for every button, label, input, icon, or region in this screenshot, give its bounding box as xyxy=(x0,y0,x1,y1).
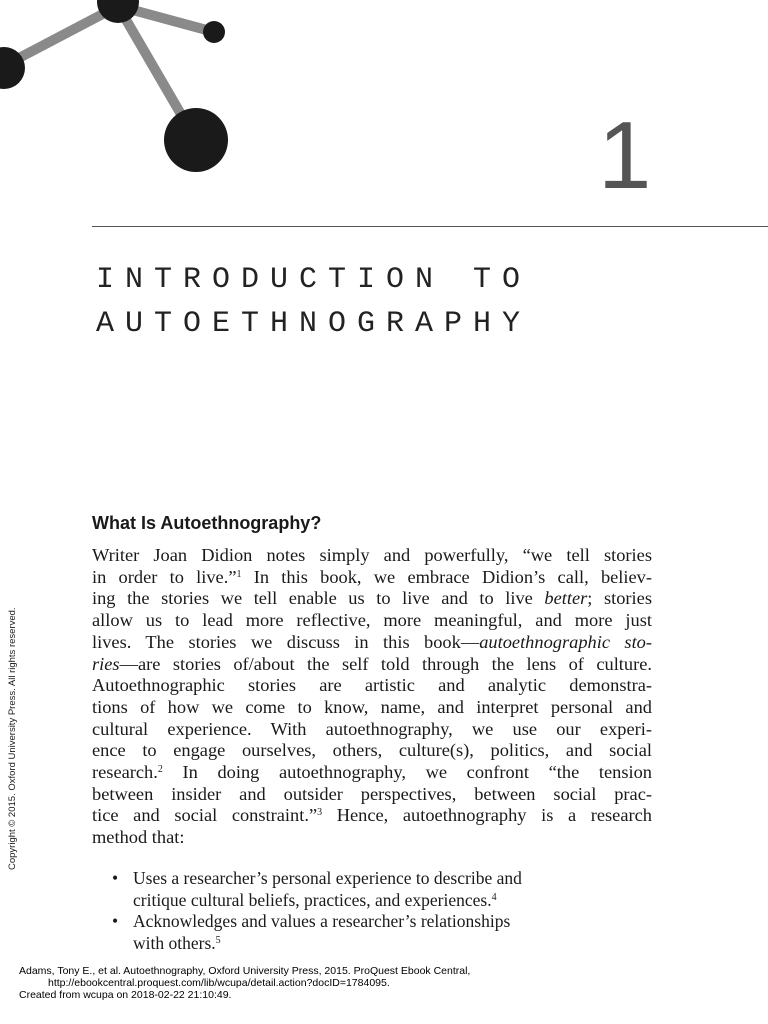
text-line: allow us to lead more reflective, more meaningful, and more just xyxy=(92,610,652,631)
text-line: • Acknowledges and values a researcher’s relationships xyxy=(133,911,511,932)
text-line: tions of how we come to know, name, and interpret personal and xyxy=(92,696,652,717)
molecule-node xyxy=(203,21,225,43)
footnote-ref: 2 xyxy=(157,764,163,776)
chapter-divider xyxy=(92,226,768,227)
footnote-ref: 5 xyxy=(215,934,221,946)
citation-url: http://ebookcentral.proquest.com/lib/wcupa/detail.action?docID=1784095. xyxy=(48,977,390,989)
chapter-title-line: INTRODUCTION TO xyxy=(96,263,532,297)
chapter-number: 1 xyxy=(598,102,652,209)
body-paragraph xyxy=(92,545,652,849)
molecule-node xyxy=(164,108,228,172)
emphasis-text: autoethnographic sto- xyxy=(479,631,652,652)
text-line: in order to live.”$^1$ In this book, we embrace Didion’s call, believ- xyxy=(92,566,653,587)
text-line: ing the stories we tell enable us to live and to live better; stories xyxy=(92,588,652,609)
footnote-ref: 4 xyxy=(491,891,497,903)
text-line: cultural experience. With autoethnography, we use our experi- xyxy=(92,718,652,739)
text-line: • Uses a researcher’s personal experience to describe and xyxy=(133,868,522,888)
text-line: ence to engage ourselves, others, culture(s), politics, and social xyxy=(92,740,652,761)
text-line: Autoethnographic stories are artistic and analytic demonstra- xyxy=(92,675,652,696)
footnote-ref: 3 xyxy=(317,807,323,819)
section-heading: What Is Autoethnography? xyxy=(92,513,322,533)
text-line: tice and social constraint.”$^3$ Hence, autoethnography is a research xyxy=(92,805,652,826)
bullet-item xyxy=(112,868,522,911)
text-line: method that: xyxy=(92,827,185,848)
text-line: Writer Joan Didion notes simply and powerfully, “we tell stories xyxy=(92,545,652,565)
chapter-title xyxy=(96,258,531,346)
citation-line: Adams, Tony E., et al. Autoethnography, Oxford University Press, 2015. ProQuest Ebook Central, xyxy=(19,965,471,977)
emphasis-text: better xyxy=(544,588,588,609)
bullet-list xyxy=(112,868,522,954)
footnote-ref: 1 xyxy=(236,568,242,580)
bullet-item xyxy=(112,911,522,954)
text-line: lives. The stories we discuss in this book—autoethnographic sto- xyxy=(92,631,652,652)
text-line: critique cultural beliefs, practices, and experiences.$^4$ xyxy=(133,889,497,910)
emphasis-text: ries xyxy=(92,653,120,674)
citation-footer xyxy=(19,965,470,1001)
copyright-notice: Copyright © 2015. Oxford University Press. All rights reserved. xyxy=(7,607,18,870)
molecule-node xyxy=(97,0,139,23)
molecule-decoration xyxy=(0,0,260,180)
text-line: research.$^2$ In doing autoethnography, we confront “the tension xyxy=(92,762,652,783)
chapter-title-line: AUTOETHNOGRAPHY xyxy=(96,307,532,341)
text-line: with others.$^5$ xyxy=(133,932,221,953)
text-line: between insider and outsider perspectives, between social prac- xyxy=(92,783,652,804)
text-line: ries—are stories of/about the self told through the lens of culture. xyxy=(92,653,652,674)
citation-line: Created from wcupa on 2018-02-22 21:10:49. xyxy=(19,989,232,1001)
